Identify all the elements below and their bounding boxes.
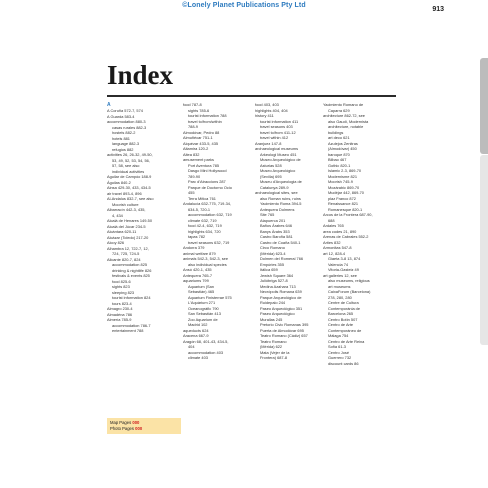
index-entry: Almodóvar, Pedro 88 xyxy=(183,129,220,135)
title-divider xyxy=(107,95,396,97)
copyright-notice: ©Lonely Planet Publications Pty Ltd xyxy=(182,2,306,9)
index-entry: Caparra 629 xyxy=(328,107,350,113)
index-entry: 455 xyxy=(188,190,195,195)
index-entry: Paseo Arqueológico xyxy=(260,311,295,316)
index-entry: food 403, 403 xyxy=(255,102,279,107)
index-entry: Puerta de Almodóvar 695 xyxy=(260,327,304,333)
index-entry: Circo Romano xyxy=(260,245,285,250)
index-entry: Sebastián) 465 xyxy=(188,289,215,294)
index-entry: Altamira 120-2 xyxy=(183,146,209,151)
index-entry: art museums xyxy=(328,283,351,289)
index-entry: Baños Árabes 646 xyxy=(260,223,293,228)
index-entry: tourist information 824 xyxy=(112,295,151,300)
index-entry: Gothic 820-1 xyxy=(328,162,351,168)
index-entry: Arties 832 xyxy=(323,239,341,245)
index-entry: Arcos de la Frontera 687-90, xyxy=(323,212,373,217)
index-entry: Museo Arqueológico de xyxy=(260,157,301,162)
index-entry: art galleries 12, see xyxy=(323,272,357,278)
map-pages-label: Map Pages xyxy=(110,420,132,425)
index-entry: Empúries 355 xyxy=(260,261,285,267)
index-entry: entertainment 788 xyxy=(112,328,144,333)
index-entry: Port Aventura 785 xyxy=(188,162,220,168)
index-entry: Armonitas 547-8 xyxy=(323,245,352,250)
index-entry: animals 542-3, 542-3, see xyxy=(183,256,228,261)
index-entry: Alcalá de Henares 149-50 xyxy=(107,218,152,223)
index-entry: Arkeologi Museo 451 xyxy=(260,151,297,157)
index-entry: Alquézar 433-5, 435 xyxy=(183,140,219,146)
index-entry: Aquarium (San xyxy=(188,283,214,289)
index-entry: Aguilar de Campóo 188-9 xyxy=(107,174,152,179)
index-entry: Paseo Arqueológico 351 xyxy=(260,305,303,311)
index-entry: Ardales 765 xyxy=(323,223,344,228)
index-entry: Almagro 230-4 xyxy=(107,306,133,311)
index-entry: Ruidepalo 244 xyxy=(260,300,286,305)
index-entry: Museu d'Arqueologia de xyxy=(260,179,302,184)
index-entry: Medina Azahara 713 xyxy=(260,283,296,289)
index-entry: air travel 893-4, 896 xyxy=(107,190,142,196)
index-entry: Zoo Aquarium de xyxy=(188,316,218,322)
index-entry: accommodation 786-7 xyxy=(112,322,151,328)
index-entry: Almería 785-9 xyxy=(107,317,132,322)
index-entry: Aranjuez 147-8 xyxy=(255,140,282,146)
index-entry: language 882-3 xyxy=(112,141,140,146)
page-title: Index xyxy=(107,60,174,90)
index-entry: Ansó 420-1, 435 xyxy=(183,267,212,272)
index-entry: climate 403 xyxy=(188,355,208,360)
index-entry: accommodation 825 xyxy=(112,262,148,267)
index-entry: Murallas 245 xyxy=(260,316,283,322)
index-entry: Giaeta 3-8 13, 874 xyxy=(328,256,361,261)
photo-pages-label: Photo Pages xyxy=(110,426,134,431)
index-entry: Almuñécar 751-1 xyxy=(183,135,213,140)
index-entry: Contemporáneo de xyxy=(328,327,362,333)
index-entry: 688 xyxy=(328,217,335,223)
index-entry: hotels 881 xyxy=(112,135,130,141)
index-entry: Sofía 61-3 xyxy=(328,344,346,349)
index-entry: accommodation 403 xyxy=(188,349,224,355)
index-entry: Atapuerca 201 xyxy=(260,217,286,223)
index-entry: Alicante 820-7, 824 xyxy=(107,256,141,262)
index-entry: Castro de Coaña 540-1 xyxy=(260,239,301,245)
index-entry: Alcoy 826 xyxy=(107,240,125,245)
index-entry: food 42-4, 632, 719 xyxy=(188,223,222,228)
index-entry: Alcázar (Toledo) 217-20 xyxy=(107,234,149,240)
index-entry: Málaga 754 xyxy=(328,333,349,338)
index-entry: Albarracín 442-3, 435, xyxy=(107,207,146,212)
index-entry: Islamic 2-3, 869-70 xyxy=(328,168,362,173)
index-entry: food 825-6 xyxy=(112,278,131,284)
index-entry: highlights 404, 404 xyxy=(255,107,288,113)
index-entry: Alhambra 12, 722-7, 12, xyxy=(107,245,149,251)
index-entry: Renaissance 821 xyxy=(328,201,359,206)
index-entry: also Roman ruins, ruins xyxy=(260,195,301,201)
index-entry: tourist information 411 xyxy=(260,118,299,124)
index-entry: architecture 862-72, see xyxy=(323,113,365,118)
index-entry: Aquarium Finisterrae 575 xyxy=(188,294,232,300)
photo-pages-value: 000 xyxy=(135,426,143,431)
index-entry: sights 823 xyxy=(112,284,130,289)
index-entry: 57, 58, see also xyxy=(112,163,140,168)
index-entry: 788-9 xyxy=(188,124,198,129)
index-entry: (Mérida) 622 xyxy=(260,344,283,349)
index-entry: tours 823-4 xyxy=(112,300,132,306)
index-entry: Parque de Doctorno Ocio xyxy=(188,184,232,190)
index-entry: Moorish culture xyxy=(112,201,139,207)
index-entry: individual activities xyxy=(112,168,145,174)
index-entry: Teatro Romano xyxy=(260,338,287,344)
index-entry: travel within 412 xyxy=(260,135,289,140)
index-entry: A Coruña 572-7, 574 xyxy=(107,108,143,113)
index-entry: Museo Arqueológico xyxy=(260,168,296,173)
index-entry: Andorra 379 xyxy=(183,245,205,250)
index-entry: Asturias 528 xyxy=(260,162,282,168)
index-entry: activities 26, 26-32, 49-50, xyxy=(107,152,153,157)
index-entry: hostels 882-2 xyxy=(112,130,136,135)
photo-pages-legend xyxy=(110,426,178,432)
index-entry: Parque Arqueológico de xyxy=(260,294,302,300)
index-entry: drinking & nightlife 826 xyxy=(112,267,152,273)
index-entry: Romanesque 820-1 xyxy=(328,206,363,212)
index-entry: aqueducts 624 xyxy=(183,327,209,333)
index-entry: sleeping 823 xyxy=(112,289,135,295)
index-entry: Centro José xyxy=(328,349,349,355)
index-entry: also Gaudí, Modernista xyxy=(328,118,369,124)
index-entry: Antequera 765-7 xyxy=(183,272,212,278)
index-entry: accommodation 880-3 xyxy=(107,119,146,124)
index-column-2 xyxy=(183,102,243,361)
index-entry: Site 765 xyxy=(260,212,275,217)
index-entry: Terra Mítica 761 xyxy=(188,195,216,201)
index-entry: buildings xyxy=(328,129,344,135)
page-number: 913 xyxy=(432,6,444,13)
index-entry: Catalunya 289-9 xyxy=(260,184,289,190)
index-entry: aquariums 799 xyxy=(183,278,209,283)
index-entry: CaixaForum (Barcelona) xyxy=(328,289,371,294)
index-entry: also individual species xyxy=(188,261,227,267)
index-entry: Centre de Cultura xyxy=(328,300,359,305)
map-pages-value: 000 xyxy=(132,420,140,425)
index-entry: Contemporània de xyxy=(328,305,361,311)
index-entry: Guerrero 732 xyxy=(328,355,352,360)
index-entry: Parc d'Atraccions 287 xyxy=(188,179,226,184)
index-entry: archaeological sites, see xyxy=(255,190,298,195)
index-entry: Mudéjar 442, 869-70 xyxy=(328,190,364,195)
index-entry: climate 632, 719 xyxy=(188,217,217,223)
index-entry: Dasgo Mini Hollywood xyxy=(188,168,227,173)
index-entry: Modernisme 821 xyxy=(328,173,357,179)
index-entry: 404 xyxy=(188,344,195,349)
index-entry: Bilbao 467 xyxy=(328,157,347,162)
index-entry: Mozárabic 869-70 xyxy=(328,184,360,190)
index-entry: Centro Botín 507 xyxy=(328,316,358,322)
index-entry: Vitoria-Gasteiz 49 xyxy=(328,267,359,272)
index-entry: animal welfare 879 xyxy=(183,250,216,256)
index-entry: area codes 21, 890 xyxy=(323,228,357,234)
index-column-3 xyxy=(255,102,317,361)
index-entry: archaeological museums xyxy=(255,146,299,151)
index-entry: 4, 434 xyxy=(112,212,123,218)
index-entry: baroque 870 xyxy=(328,151,350,157)
index-entry: Frontera) 687-8 xyxy=(260,355,288,360)
index-entry: travel to/from/within xyxy=(188,118,222,124)
page-edge-strip xyxy=(480,155,488,345)
index-entry: Dolmen del Romeral 766 xyxy=(260,256,304,261)
index-entry: Alcalá del Júcar 234-5 xyxy=(107,223,146,229)
index-entry: L'Aquàrium 271 xyxy=(188,300,216,305)
index-entry: discount cards 86 xyxy=(328,360,359,366)
index-entry: travel to/from 411-12 xyxy=(260,129,296,135)
index-entry: Yacimiento Romano de xyxy=(323,102,364,107)
index-entry: Aragón 68, 401-43, 434-5, xyxy=(183,338,229,344)
section-letter: A xyxy=(107,102,111,108)
index-entry: travel seasons 632, 719 xyxy=(188,239,230,245)
index-entry: plaz Franco 872 xyxy=(328,195,356,201)
index-entry: Oceanogràfic 790 xyxy=(188,305,219,311)
index-entry: (Sevilla) 695 xyxy=(260,173,282,179)
index-entry: Yacimiento Roma 394-5 xyxy=(260,201,302,206)
index-entry: accommodation 632, 719 xyxy=(188,212,232,217)
index-column-1 xyxy=(107,102,179,334)
index-entry: history 411 xyxy=(255,113,274,118)
index-entry: 278, 280, 280 xyxy=(328,294,352,300)
index-entry: (Mérida) 623-4 xyxy=(260,250,286,256)
index-entry: San Sebastián 413 xyxy=(188,311,221,316)
index-entry: Andalucía 632-775, 719-34, xyxy=(183,201,232,206)
index-entry: Aracena 667-9 xyxy=(183,333,209,338)
index-entry: Centro de Arte Reina xyxy=(328,338,365,344)
index-entry: Pretorio Civic Romanas 395 xyxy=(260,322,309,327)
index-entry: refugios 882 xyxy=(112,146,134,152)
index-entry: Centro de Arte xyxy=(328,322,354,327)
index-entry: Arenas de Cabrales 552-2 xyxy=(323,234,369,239)
index-entry: Altea 832 xyxy=(183,151,200,157)
index-entry: 789-90 xyxy=(188,173,201,179)
index-column-4 xyxy=(323,102,398,366)
index-entry: Ainsa 429-30, 433, 434-5 xyxy=(107,185,151,190)
index-entry: Barcelona 265 xyxy=(328,311,354,316)
index-entry: Jewish Square 364 xyxy=(260,272,294,278)
index-entry: art 12, 828-4 xyxy=(323,250,346,256)
index-entry: architecture, notable xyxy=(328,124,364,129)
index-entry: Castro Baroña 581 xyxy=(260,234,293,239)
index-entry: Águilas 840-2 xyxy=(107,179,131,185)
index-entry: tapas 782 xyxy=(188,234,206,239)
index-entry: Almadéna 786 xyxy=(107,311,133,317)
index-entry: festivals & events 825 xyxy=(112,273,150,278)
index-tab-marker xyxy=(480,58,488,154)
index-entry: art deco 621 xyxy=(328,135,350,140)
index-entry: 634-5, 720-1 xyxy=(188,206,211,212)
index-entry: casas rurales 882-3 xyxy=(112,124,147,130)
index-entry: 724, 725, 724-5 xyxy=(112,251,140,256)
index-entry: Alcántara 620-11 xyxy=(107,229,137,234)
index-entry: (Almodóvar) 450 xyxy=(328,146,357,151)
index-entry: Valencia 74 xyxy=(328,261,349,267)
index-entry: sights 785-6 xyxy=(188,107,210,113)
index-entry: Madrid 102 xyxy=(188,322,208,327)
index-entry: A Guarda 583-4 xyxy=(107,113,135,119)
page-legend-box xyxy=(107,418,181,434)
index-entry: Julióbriga 527-8 xyxy=(260,278,288,283)
index-entry: Mata (Vejer de la xyxy=(260,349,290,355)
index-entry: Itálica 659 xyxy=(260,267,278,272)
index-entry: Teatro Romano (Cádiz) 657 xyxy=(260,333,308,338)
index-entry: travel seasons 403 xyxy=(260,124,293,129)
index-entry: highlights 634, 720 xyxy=(188,228,221,234)
index-entry: Moorish 745-9 xyxy=(328,179,353,184)
index-entry: 53, 49, 52, 53, 54, 56, xyxy=(112,157,150,163)
index-entry: tourist information 788 xyxy=(188,113,227,118)
index-entry: Banys Àrabs 353 xyxy=(260,228,290,234)
index-entry: Al-Andalus 832-7, see also xyxy=(107,196,154,201)
index-entry: amusement parks xyxy=(183,157,214,162)
index-entry: also museums, religious xyxy=(328,278,370,283)
index-entry: food 787-8 xyxy=(183,102,202,107)
index-entry: Necrópolis Romana 639 xyxy=(260,289,302,294)
index-entry: Azulejos Zenitras xyxy=(328,140,358,146)
index-entry: Antequera Dolmens xyxy=(260,206,295,212)
